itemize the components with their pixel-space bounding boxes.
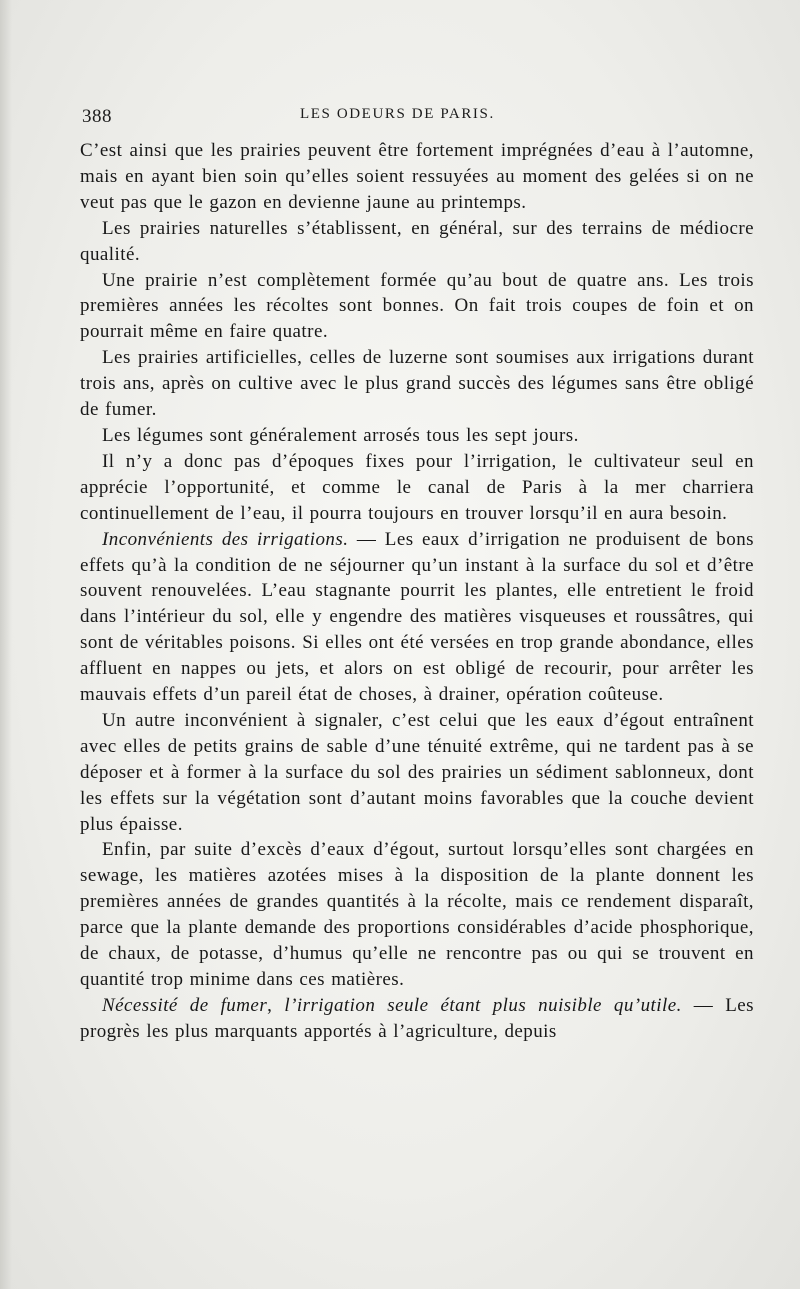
paragraph-necessite-text: Les progrès les plus marquants apportés à l’agriculture, depuis (80, 994, 755, 1042)
heading-dash: — (681, 994, 726, 1016)
paragraph-epoques-irrigation: Il n’y a donc pas d’époques fixes pour l’irrigation, le cultivateur seul en apprécie l’opportunité, et comme le canal de Paris à la mer charriera continuellement de l’eau, il pourra toujours en trouver lorsqu’il en aura besoin. (80, 450, 754, 524)
paragraph-inconvenients (80, 527, 754, 708)
page-header (82, 106, 762, 132)
heading-comma: , (267, 994, 285, 1016)
running-title: LES ODEURS DE PARIS. (300, 106, 495, 122)
heading-dash: — (348, 528, 385, 550)
paragraph-legumes: Les légumes sont généralement arrosés tous les sept jours. (102, 424, 579, 446)
paragraph-prairies-automne: C’est ainsi que les prairies peuvent être fortement imprégnées d’eau à l’automne, mais en ayant bien soin qu’elles soient ressuyées au moment des gelées si on ne veut pas que le gazon en devienne jaune au printemps. (80, 140, 754, 213)
paragraph-exces-eaux: Enfin, par suite d’excès d’eaux d’égout, surtout lorsqu’elles sont chargées en sewage, les matières azotées mises à la disposition de la plante donnent les premières années de grandes quantités à la récolte, mais ce rendement disparaît, parce que la plante demande des proportions considérables d’acide phosphorique, de chaux, de potasse, d’humus qu’elle ne rencontre pas ou qui se trouvent en quantité trop minime dans ces matières. (80, 839, 754, 990)
body-text (80, 138, 754, 1045)
section-heading-necessite-part2: l’irrigation seule étant plus nuisible qu’utile. (284, 994, 682, 1016)
section-heading-necessite-part1: Nécessité de fumer (102, 994, 268, 1016)
section-heading-inconvenients: Inconvénients des irrigations. (102, 528, 349, 550)
paragraph-necessite (80, 993, 754, 1045)
paragraph-prairies-artificielles: Les prairies artificielles, celles de luzerne sont soumises aux irrigations durant trois ans, après on cultive avec le plus grand succès des légumes sans être obligé de fumer. (80, 347, 754, 421)
page-number: 388 (82, 106, 112, 127)
paragraph-prairie-formee: Une prairie n’est complètement formée qu’au bout de quatre ans. Les trois premières années les récoltes sont bonnes. On fait trois coupes de foin et on pourrait même en faire quatre. (80, 269, 754, 343)
paragraph-autre-inconvenient: Un autre inconvénient à signaler, c’est celui que les eaux d’égout entraînent avec elles de petits grains de sable d’une ténuité extrême, qui ne tardent pas à se déposer et à former à la surface du sol des prairies un sédiment sablonneux, dont les effets sur la végétation sont d’autant moins favorables que la couche devient plus épaisse. (80, 709, 754, 835)
paragraph-prairies-naturelles: Les prairies naturelles s’établissent, en général, sur des terrains de médiocre qualité. (80, 217, 754, 265)
paragraph-inconvenients-text: Les eaux d’irrigation ne produisent de bons effets qu’à la condition de ne séjourner qu’un instant à la surface du sol et d’être souvent renouvelées. L’eau stagnante pourrit les plantes, elle entretient le froid dans l’intérieur du sol, elle y engendre des matières visqueuses et roussâtres, qui sont de véritables poisons. Si elles ont été versées en trop grande abondance, elles affluent en nappes ou jets, et alors on est obligé de recourir, pour arrêter les mauvais effets d’un pareil état de choses, à drainer, opération coûteuse. (80, 528, 754, 706)
